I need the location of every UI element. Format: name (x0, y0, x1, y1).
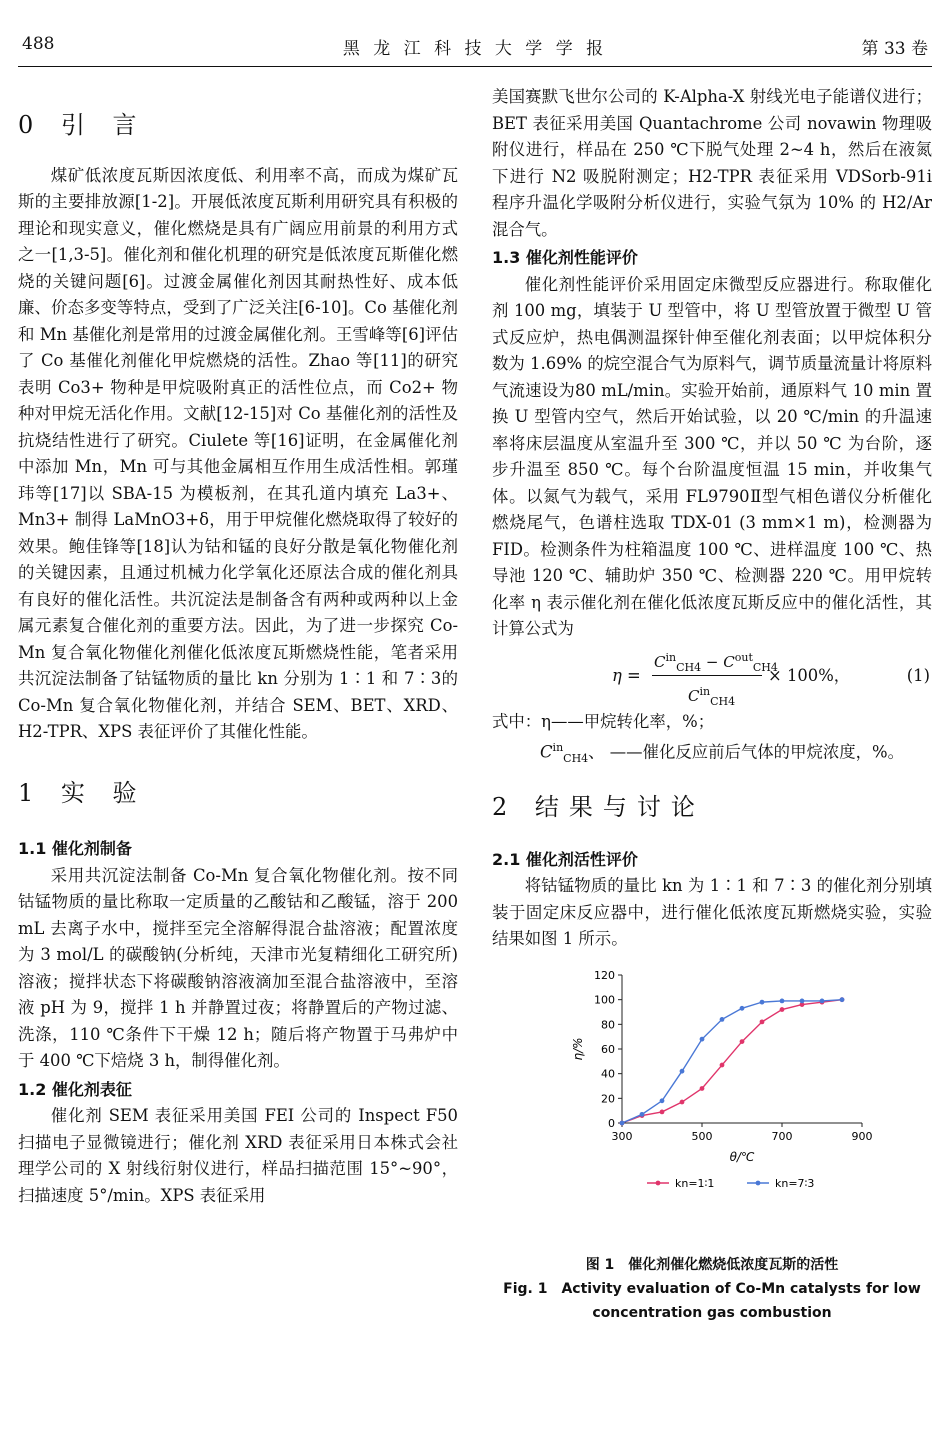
section-1-title: 1 实 验 (18, 778, 147, 807)
left-column (18, 90, 458, 1209)
series-line-1 (622, 999, 842, 1122)
journal-title: 黑 龙 江 科 技 大 学 学 报 (342, 39, 608, 59)
data-point-s1 (780, 1007, 785, 1012)
data-point-s2 (820, 998, 825, 1003)
data-point-s2 (720, 1017, 725, 1022)
subsection-1-2-text: 催化剂 SEM 表征采用美国 FEI 公司的 Inspect F50 扫描电子显微镜进行；催化剂 XRD 表征采用日本株式会社理学公司的 X 射线衍射仪进行，样品扫描范围 15°~90°，扫描速度 5°/min。XPS 表征采用 (18, 1106, 458, 1205)
section-0-title: 0 引 言 (18, 111, 147, 139)
y-tick-label: 60 (601, 1042, 615, 1056)
data-point-s1 (760, 1019, 765, 1024)
data-point-s2 (660, 1098, 665, 1103)
legend-label-2: kn=7∶3 (775, 1176, 815, 1190)
where-line-1: 式中：η——甲烷转化率，%； (492, 711, 715, 731)
y-tick-label: 20 (601, 1092, 615, 1106)
figure-caption-en-2: concentration gas combustion (592, 1304, 832, 1321)
data-point-s1 (680, 1099, 685, 1104)
data-point-s2 (700, 1036, 705, 1041)
intro-paragraph: 煤矿低浓度瓦斯因浓度低、利用率不高，而成为煤矿瓦斯的主要排放源[1-2]。开展低浓度瓦斯利用研究具有积极的理论和现实意义，催化燃烧是具有广阔应用前景的利用方式之一[1,3-5]。催化剂和催化机理的研究是低浓度瓦斯催化燃烧的关键问题[6]。过渡金属催化剂因其耐热性好、成本低廉、价态多变等特点，受到了广泛关注[6-10]。Co 基催化剂和 Mn 基催化剂是常用的过渡金属催化剂。王雪峰等[6]评估了 Co 基催化剂催化甲烷燃烧的活性。Zhao 等[11]的研究表明 Co3+ 物种是甲烷吸附真正的活性位点，而 Co2+ 物种对甲烷无活化作用。文献[12-15]对 Co 基催化剂的活性及抗烧结性进行了研究。Ciulete 等[16]证明，在金属催化剂中添加 Mn，Mn 可与其他金属相互作用生成活性相。郭瑾玮等[17]以 SBA-15 为模板剂，在其孔道内填充 La3+、Mn3+ 制得 LaMnO3+δ，用于甲烷催化燃烧取得了较好的效果。鲍佳锋等[18]认为钴和锰的良好分散是氧化物催化剂的关键因素，且通过机械力化学氧化还原法合成的催化剂具有良好的催化活性。共沉淀法是制备含有两种或两种以上金属元素复合催化剂的重要方法。因此，为了进一步探究 Co-Mn 复合氧化物催化剂催化低浓度瓦斯燃烧性能，笔者采用共沉淀法制备了钴锰物质的量比 kn 分别为 1∶1 和 7∶3的 Co-Mn 复合氧化物催化剂，并结合 SEM、BET、XRD、H2-TPR、XPS 表征评价了其催化性能。 (18, 165, 458, 741)
equation-lhs: η = (612, 665, 641, 685)
equation-factor: × 100%， (768, 665, 851, 685)
y-tick-label: 40 (601, 1067, 615, 1081)
x-tick-label: 900 (851, 1129, 873, 1143)
activity-chart (492, 961, 932, 1251)
y-tick-label: 80 (601, 1018, 615, 1032)
header-rule (18, 66, 932, 67)
legend-marker-2 (756, 1180, 761, 1185)
data-point-s1 (660, 1109, 665, 1114)
data-point-s2 (840, 997, 845, 1002)
x-tick-label: 700 (771, 1129, 793, 1143)
equation-numerator: $C^{in}_{CH4} - C^{out}_{CH4}$ (654, 650, 778, 674)
figure-caption-en-1: Fig. 1 Activity evaluation of Co-Mn catalysts for low (503, 1280, 921, 1297)
x-axis-label: θ/℃ (729, 1149, 755, 1164)
data-point-s2 (760, 999, 765, 1004)
subsection-1-3-text: 催化剂性能评价采用固定床微型反应器进行。称取催化剂 100 mg，填装于 U 型管中，将 U 型管放置于微型 U 管式反应炉，热电偶测温探针伸至催化剂表面；以甲烷体积分数为 1.69% 的烷空混合气为原料气，调节质量流量计将原料气流速设为80 mL/min。实验开始前，通原料气 10 min 置换 U 型管内空气，然后开始试验，以 20 ℃/min 的升温速率将床层温度从室温升至 300 ℃，并以 50 ℃ 为台阶，逐步升温至 850 ℃。每个台阶温度恒温 15 min，并收集气体。以氮气为载气，采用 FL9790Ⅱ型气相色谱仪分析催化燃烧尾气，色谱柱选取 TDX-01 (3 mm×1 m)，检测器为 FID。检测条件为柱箱温度 100 ℃、进样温度 100 ℃、热导池 120 ℃、辅助炉 350 ℃、检测器 220 ℃。用甲烷转化率 η 表示催化剂在催化低浓度瓦斯反应中的催化活性，其计算公式为 (492, 274, 932, 638)
data-point-s2 (680, 1069, 685, 1074)
y-tick-label: 0 (608, 1116, 615, 1130)
y-tick-label: 100 (594, 993, 615, 1007)
equation-denominator: $C^{in}_{CH4}$ (688, 684, 736, 708)
subsection-1-2-title: 1.2 催化剂表征 (18, 1079, 132, 1099)
subsection-2-1-title: 2.1 催化剂活性评价 (492, 849, 638, 869)
data-point-s2 (620, 1120, 625, 1125)
figure-caption-cn: 图 1 催化剂催化燃烧低浓度瓦斯的活性 (585, 1256, 839, 1273)
section-2-title: 2 结果与讨论 (492, 793, 705, 822)
where-line-2: $C^{in}_{CH4}$、 ——催化反应前后气体的甲烷浓度，%。 (540, 741, 904, 765)
y-axis-label: η/% (571, 1037, 585, 1061)
subsection-1-3-title: 1.3 催化剂性能评价 (492, 248, 638, 267)
data-point-s1 (740, 1039, 745, 1044)
x-tick-label: 300 (611, 1129, 633, 1143)
x-tick-label: 500 (691, 1129, 713, 1143)
data-point-s2 (740, 1006, 745, 1011)
series-line-2 (622, 999, 842, 1122)
legend-label-1: kn=1∶1 (675, 1176, 715, 1190)
volume-label: 第 33 卷 (861, 39, 928, 59)
data-point-s2 (640, 1112, 645, 1117)
equation-number: (1) (906, 665, 930, 685)
equation-1 (492, 643, 932, 709)
y-tick-label: 120 (594, 968, 615, 982)
legend-marker-1 (656, 1180, 661, 1185)
fraction-bar (652, 675, 762, 676)
data-point-s2 (780, 998, 785, 1003)
subsection-1-1-text: 采用共沉淀法制备 Co-Mn 复合氧化物催化剂。按不同钴锰物质的量比称取一定质量的乙酸钴和乙酸锰，溶于 200 mL 去离子水中，搅拌至完全溶解得混合盐溶液；配置浓度为 3 mol/L 的碳酸钠(分析纯，天津市光复精细化工研究所)溶液；搅拌状态下将碳酸钠溶液滴加至混合盐溶液中，至溶液 pH 为 9，搅拌 1 h 并静置过夜；将静置后的产物过滤、洗涤，110 ℃条件下干燥 12 h；随后将产物置于马弗炉中于 400 ℃下焙烧 3 h，制得催化剂。 (18, 865, 458, 1070)
right-column (492, 84, 932, 1325)
page-number: 488 (22, 34, 55, 54)
data-point-s1 (720, 1062, 725, 1067)
subsection-2-1-text: 将钴锰物质的量比 kn 为 1∶1 和 7∶3 的催化剂分别填装于固定床反应器中，进行催化低浓度瓦斯燃烧实验，实验结果如图 1 所示。 (492, 876, 932, 949)
data-point-s1 (700, 1086, 705, 1091)
data-point-s2 (800, 998, 805, 1003)
subsection-1-2-continued: 美国赛默飞世尔公司的 K-Alpha-X 射线光电子能谱仪进行；BET 表征采用美国 Quantachrome 公司 novawin 物理吸附仪进行，样品在 250 ℃下脱气处理 2~4 h，然后在液氮下进行 N2 吸脱附测定；H2-TPR 表征采用 VDSorb-91i 程序升温化学吸附分析仪进行，实验气氛为 10% 的 H2/Ar 混合气。 (492, 87, 932, 239)
subsection-1-1-title: 1.1 催化剂制备 (18, 839, 132, 858)
